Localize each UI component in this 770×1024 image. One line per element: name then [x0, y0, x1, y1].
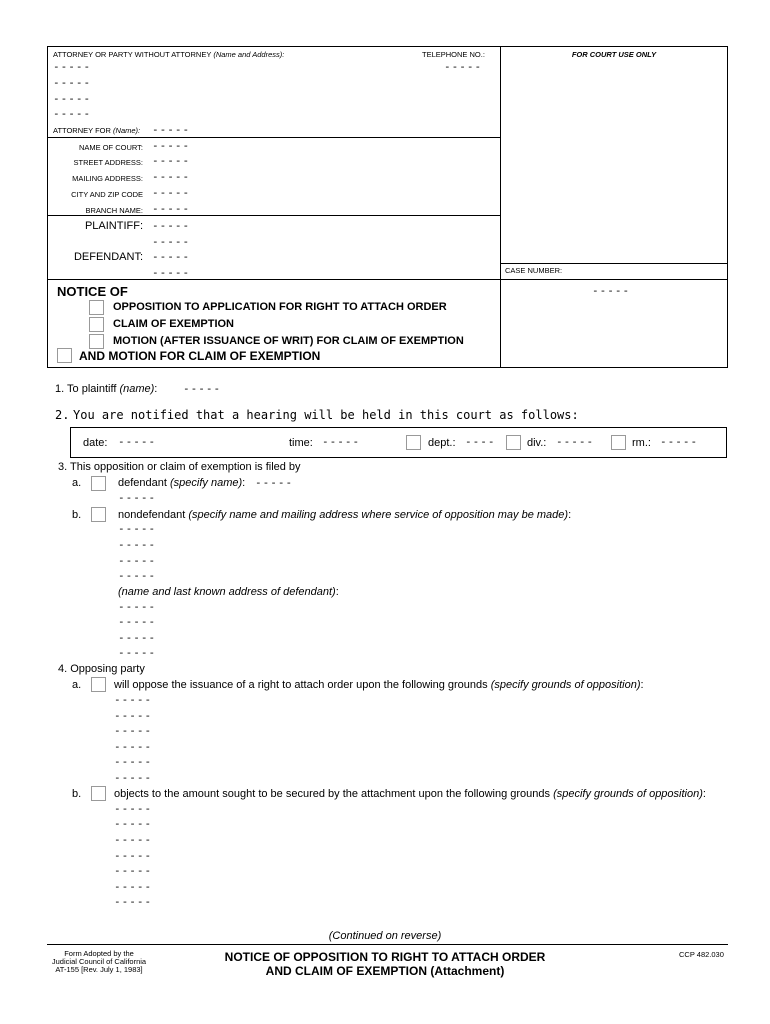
dept-label: dept.: — [428, 437, 456, 449]
item-3a-letter: a. — [72, 477, 82, 489]
item-4-number: 4. — [58, 663, 68, 675]
attorney-for-label: ATTORNEY FOR (Name): — [53, 126, 141, 135]
attorney-address-field-3[interactable]: ----- — [53, 107, 92, 120]
item-4-text: Opposing party — [70, 663, 145, 675]
div-label: div.: — [527, 437, 547, 449]
grounds-a-field-5[interactable]: ----- — [114, 755, 153, 768]
grounds-a-field-2[interactable]: ----- — [114, 709, 153, 722]
rm-field[interactable]: ----- — [660, 435, 699, 448]
defendant-specify-field-2[interactable]: ----- — [118, 491, 157, 504]
caption-divider — [500, 46, 501, 368]
footer-title — [185, 950, 585, 978]
item-3-number: 3. — [58, 461, 68, 473]
attorney-address-field-1[interactable]: ----- — [53, 76, 92, 89]
attorney-for-field[interactable]: ----- — [152, 123, 191, 136]
item-3a-checkbox[interactable] — [91, 476, 106, 491]
grounds-a-field-4[interactable]: ----- — [114, 740, 153, 753]
item-4b-label: objects to the amount sought to be secured by the attachment upon the following grounds (specify grounds of opposition): — [114, 788, 706, 800]
footer-rule — [47, 944, 728, 945]
grounds-b-field-1[interactable]: ----- — [114, 802, 153, 815]
attorney-label: ATTORNEY OR PARTY WITHOUT ATTORNEY (Name and Address): — [53, 50, 285, 59]
date-label: date: — [83, 437, 108, 449]
claim-of-exemption-checkbox[interactable] — [89, 317, 104, 332]
item-1: 1. To plaintiff (name): — [55, 383, 158, 395]
plaintiff-field-2[interactable]: ----- — [152, 235, 191, 248]
attorney-address-field-2[interactable]: ----- — [53, 92, 92, 105]
item-4a-checkbox[interactable] — [91, 677, 106, 692]
grounds-b-field-6[interactable]: ----- — [114, 880, 153, 893]
item-3b-checkbox[interactable] — [91, 507, 106, 522]
grounds-b-field-7[interactable]: ----- — [114, 895, 153, 908]
form-adopted-block — [47, 950, 151, 974]
rm-checkbox[interactable] — [611, 435, 626, 450]
court-section-divider — [47, 137, 500, 138]
street-address-field[interactable]: ----- — [152, 154, 191, 167]
case-number-label: CASE NUMBER: — [505, 266, 563, 275]
defendant-address-field-2[interactable]: ----- — [118, 615, 157, 628]
rm-label: rm.: — [632, 437, 651, 449]
item-4a-letter: a. — [72, 679, 82, 691]
street-address-label: STREET ADDRESS: — [73, 158, 143, 167]
nondefendant-field-3[interactable]: ----- — [118, 554, 157, 567]
dept-checkbox[interactable] — [406, 435, 421, 450]
mailing-address-field[interactable]: ----- — [152, 170, 191, 183]
code-citation: CCP 482.030 — [679, 950, 724, 959]
defendant-specify-field[interactable]: ----- — [255, 476, 294, 489]
nondefendant-field-4[interactable]: ----- — [118, 569, 157, 582]
defendant-address-field-3[interactable]: ----- — [118, 631, 157, 644]
opposition-checkbox[interactable] — [89, 300, 104, 315]
time-field[interactable]: ----- — [322, 435, 361, 448]
case-number-field[interactable]: ----- — [592, 284, 631, 297]
opposition-option-label: OPPOSITION TO APPLICATION FOR RIGHT TO ATTACH ORDER — [113, 301, 447, 313]
city-zip-field[interactable]: ----- — [152, 186, 191, 199]
branch-name-field[interactable]: ----- — [152, 202, 191, 215]
defendant-field-2[interactable]: ----- — [152, 266, 191, 279]
item-1-italic: (name) — [119, 383, 155, 395]
item-3 — [58, 461, 301, 473]
form-adopted-line-3: AT-155 [Rev. July 1, 1983] — [55, 965, 143, 974]
motion-checkbox[interactable] — [89, 334, 104, 349]
time-label: time: — [289, 437, 313, 449]
hearing-box — [70, 427, 727, 458]
grounds-b-field-5[interactable]: ----- — [114, 864, 153, 877]
grounds-a-field-3[interactable]: ----- — [114, 724, 153, 737]
grounds-b-field-4[interactable]: ----- — [114, 849, 153, 862]
nondefendant-field-2[interactable]: ----- — [118, 538, 157, 551]
name-of-court-field[interactable]: ----- — [152, 139, 191, 152]
date-field[interactable]: ----- — [118, 435, 157, 448]
continued-note: (Continued on reverse) — [328, 930, 442, 942]
plaintiff-field-1[interactable]: ----- — [152, 219, 191, 232]
item-3-text: This opposition or claim of exemption is filed by — [70, 461, 301, 473]
attorney-name-field[interactable]: ----- — [53, 60, 92, 73]
court-use-label: FOR COURT USE ONLY — [571, 50, 657, 59]
item-3b-letter: b. — [72, 509, 82, 521]
dept-field[interactable]: ---- — [465, 435, 496, 448]
nondefendant-field-1[interactable]: ----- — [118, 522, 157, 535]
footer-title-line-2: AND CLAIM OF EXEMPTION (Attachment) — [265, 964, 505, 978]
defendant-address-field-4[interactable]: ----- — [118, 646, 157, 659]
and-motion-label: AND MOTION FOR CLAIM OF EXEMPTION — [79, 349, 321, 363]
item-3a-label: defendant (specify name): — [118, 477, 246, 489]
form-adopted-line-1: Form Adopted by the — [64, 949, 134, 958]
title-section-divider — [47, 279, 728, 280]
name-of-court-label: NAME OF COURT: — [78, 143, 143, 152]
mailing-address-label: MAILING ADDRESS: — [72, 174, 143, 183]
telephone-field[interactable]: ----- — [444, 60, 483, 73]
motion-option-label: MOTION (AFTER ISSUANCE OF WRIT) FOR CLAIM OF EXEMPTION — [113, 335, 464, 347]
form-adopted-line-2: Judicial Council of California — [51, 957, 147, 966]
item-4b-checkbox[interactable] — [91, 786, 106, 801]
plaintiff-label: PLAINTIFF: — [84, 220, 143, 232]
footer-title-line-1: NOTICE OF OPPOSITION TO RIGHT TO ATTACH ORDER — [224, 950, 546, 964]
item-2-number: 2. — [55, 408, 70, 422]
plaintiff-name-field[interactable]: ----- — [183, 382, 222, 395]
case-number-divider — [500, 263, 728, 264]
defendant-address-field-1[interactable]: ----- — [118, 600, 157, 613]
item-4a-label: will oppose the issuance of a right to attach order upon the following grounds (specify grounds of opposition): — [114, 679, 644, 691]
grounds-b-field-3[interactable]: ----- — [114, 833, 153, 846]
grounds-a-field-1[interactable]: ----- — [114, 693, 153, 706]
item-4 — [58, 663, 145, 675]
city-zip-label: CITY AND ZIP CODE — [71, 190, 143, 199]
defendant-label: DEFENDANT: — [73, 251, 143, 263]
grounds-a-field-6[interactable]: ----- — [114, 771, 153, 784]
claim-of-exemption-label: CLAIM OF EXEMPTION — [113, 318, 234, 330]
item-3b-sub-label: (name and last known address of defendant): — [118, 586, 339, 598]
item-1-text: To plaintiff — [67, 383, 117, 395]
item-1-number: 1. — [55, 383, 65, 395]
item-4b-letter: b. — [72, 788, 82, 800]
div-field[interactable]: ----- — [556, 435, 595, 448]
notice-of-heading: NOTICE OF — [57, 284, 128, 299]
grounds-b-field-2[interactable]: ----- — [114, 817, 153, 830]
div-checkbox[interactable] — [506, 435, 521, 450]
parties-section-divider — [47, 215, 500, 216]
and-motion-checkbox[interactable] — [57, 348, 72, 363]
branch-name-label: BRANCH NAME: — [85, 206, 143, 215]
telephone-label: TELEPHONE NO.: — [422, 50, 485, 59]
defendant-field-1[interactable]: ----- — [152, 250, 191, 263]
item-3b-label: nondefendant (specify name and mailing address where service of opposition may be made): — [118, 509, 572, 521]
item-2-text: You are notified that a hearing will be held in this court as follows: — [73, 408, 579, 422]
